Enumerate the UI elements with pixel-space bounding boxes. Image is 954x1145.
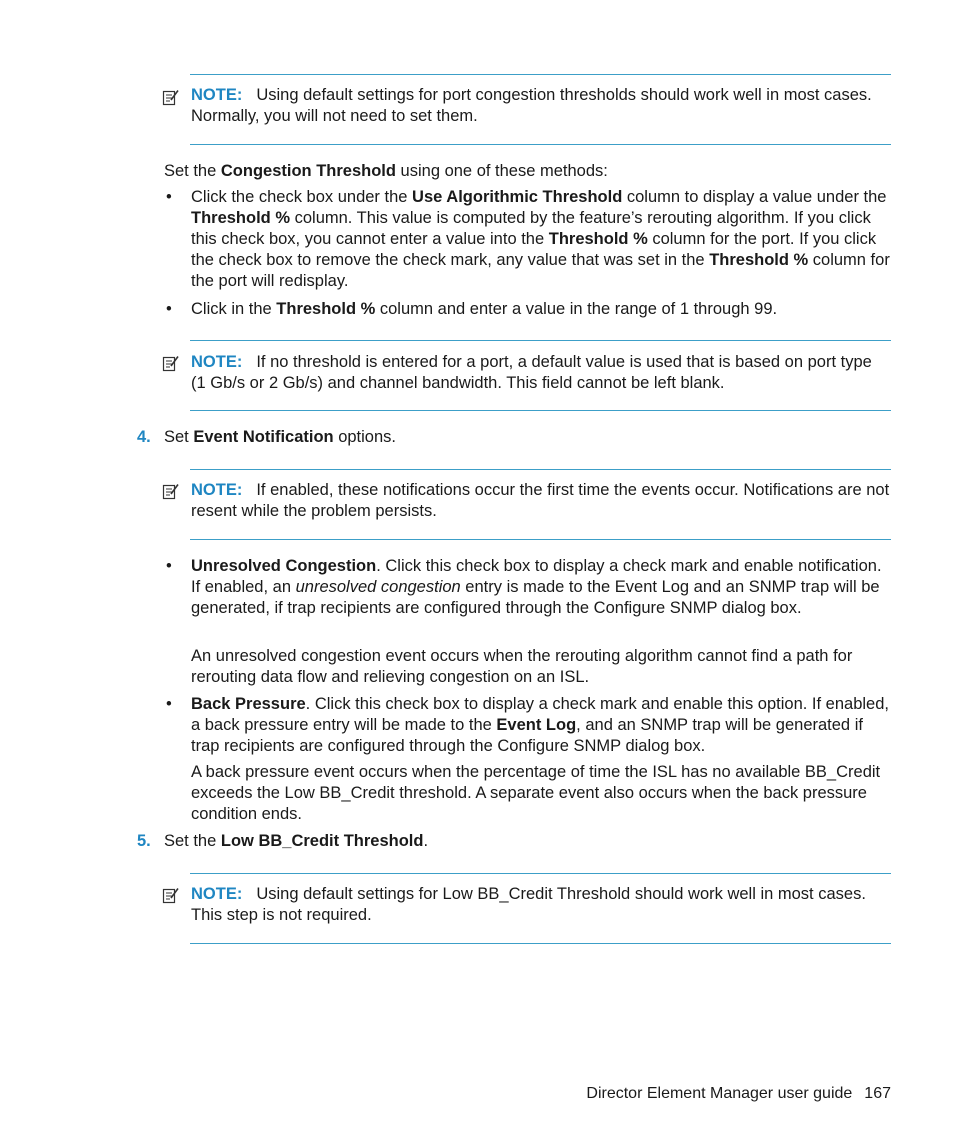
note-icon — [162, 483, 179, 500]
unresolved-para: An unresolved congestion event occurs when the rerouting algorithm cannot find a path for rerouting data flow and relieving congestion on an ISL. — [191, 647, 853, 686]
bullet1-text — [191, 187, 891, 292]
bullet-glyph: • — [166, 695, 172, 713]
text: options. — [333, 428, 396, 446]
note1 — [191, 85, 891, 127]
bold-term: Threshold % — [276, 300, 376, 318]
note4 — [191, 884, 891, 926]
bold-term: Threshold % — [548, 230, 648, 248]
note-icon — [162, 89, 179, 106]
bullet-glyph: • — [166, 188, 172, 206]
bullet-glyph: • — [166, 300, 172, 318]
backpressure-para: A back pressure event occurs when the percentage of time the ISL has no available BB_Credit exceeds the Low BB_Credit threshold. A separate event also occurs when the back pressure condition ends. — [191, 763, 881, 823]
text: column. This value is computed by the feature’s rerouting algorithm. If you click this check box, you cannot enter a value into the — [191, 209, 871, 248]
note2 — [191, 352, 891, 394]
step5-text — [164, 831, 864, 852]
text: Set the — [164, 162, 221, 180]
note2-text: If no threshold is entered for a port, a default value is used that is based on port type (1 Gb/s or 2 Gb/s) and channel bandwidth. This field cannot be left blank. — [191, 353, 872, 392]
text: column for the port will redisplay. — [191, 251, 890, 290]
text: Click in the — [191, 300, 277, 318]
note3 — [191, 480, 891, 522]
bold-term: Unresolved Congestion — [191, 557, 377, 575]
page-number: 167 — [864, 1085, 891, 1102]
bold-term: Event Log — [496, 716, 577, 734]
page-footer — [586, 1083, 891, 1104]
note-label: NOTE: — [191, 481, 243, 499]
step4-number: 4. — [137, 428, 151, 446]
text: column to display a value under the — [622, 188, 887, 206]
text: using one of these methods: — [395, 162, 608, 180]
note2-bottom-rule — [190, 410, 891, 411]
note4-bottom-rule — [190, 943, 891, 944]
bold-term: Threshold % — [191, 209, 291, 227]
note4-text: Using default settings for Low BB_Credit Threshold should work well in most cases. This step is not required. — [191, 885, 866, 924]
bold-term: Low BB_Credit Threshold — [220, 832, 424, 850]
note2-top-rule — [190, 340, 891, 341]
step4-text — [164, 427, 864, 448]
footer-title: Director Element Manager user guide — [586, 1085, 853, 1102]
note1-bottom-rule — [190, 144, 891, 145]
note-label: NOTE: — [191, 353, 243, 371]
bold-term: Threshold % — [709, 251, 809, 269]
note3-text: If enabled, these notifications occur the first time the events occur. Notifications are not resent while the problem persists. — [191, 481, 890, 520]
step5-number: 5. — [137, 832, 151, 850]
bold-term: Congestion Threshold — [220, 162, 396, 180]
note-label: NOTE: — [191, 885, 243, 903]
text: entry is made to the Event Log and an SNMP trap will be generated, if trap recipients are configured through the Configure SNMP dialog box. — [191, 578, 880, 617]
italic-term: unresolved congestion — [295, 578, 461, 596]
note3-top-rule — [190, 469, 891, 470]
note-label: NOTE: — [191, 86, 243, 104]
text: Click the check box under the — [191, 188, 413, 206]
note1-text: Using default settings for port congestion thresholds should work well in most cases. Normally, you will not need to set them. — [191, 86, 872, 125]
text: . Click this check box to display a check mark and enable notification. If enabled, an — [191, 557, 882, 596]
backpressure-text — [191, 694, 891, 757]
set-threshold-line — [164, 161, 864, 182]
bold-term: Event Notification — [193, 428, 334, 446]
bold-term: Use Algorithmic Threshold — [412, 188, 623, 206]
note3-bottom-rule — [190, 539, 891, 540]
bullet2-text — [191, 299, 891, 320]
note-icon — [162, 355, 179, 372]
bold-term: Back Pressure — [191, 695, 306, 713]
bullet-glyph: • — [166, 557, 172, 575]
note4-top-rule — [190, 873, 891, 874]
text: , and an SNMP trap will be generated if trap recipients are configured through the Configure SNMP dialog box. — [191, 716, 863, 755]
text: Set the — [164, 832, 221, 850]
text: column and enter a value in the range of 1 through 99. — [375, 300, 778, 318]
text: Set — [164, 428, 194, 446]
text: . Click this check box to display a check mark and enable this option. If enabled, a back pressure entry will be made to the — [191, 695, 889, 734]
text: . — [423, 832, 429, 850]
note-icon — [162, 887, 179, 904]
unresolved-text — [191, 556, 891, 619]
text: column for the port. If you click the check box to remove the check mark, any value that was set in the — [191, 230, 877, 269]
note1-top-rule — [190, 74, 891, 75]
